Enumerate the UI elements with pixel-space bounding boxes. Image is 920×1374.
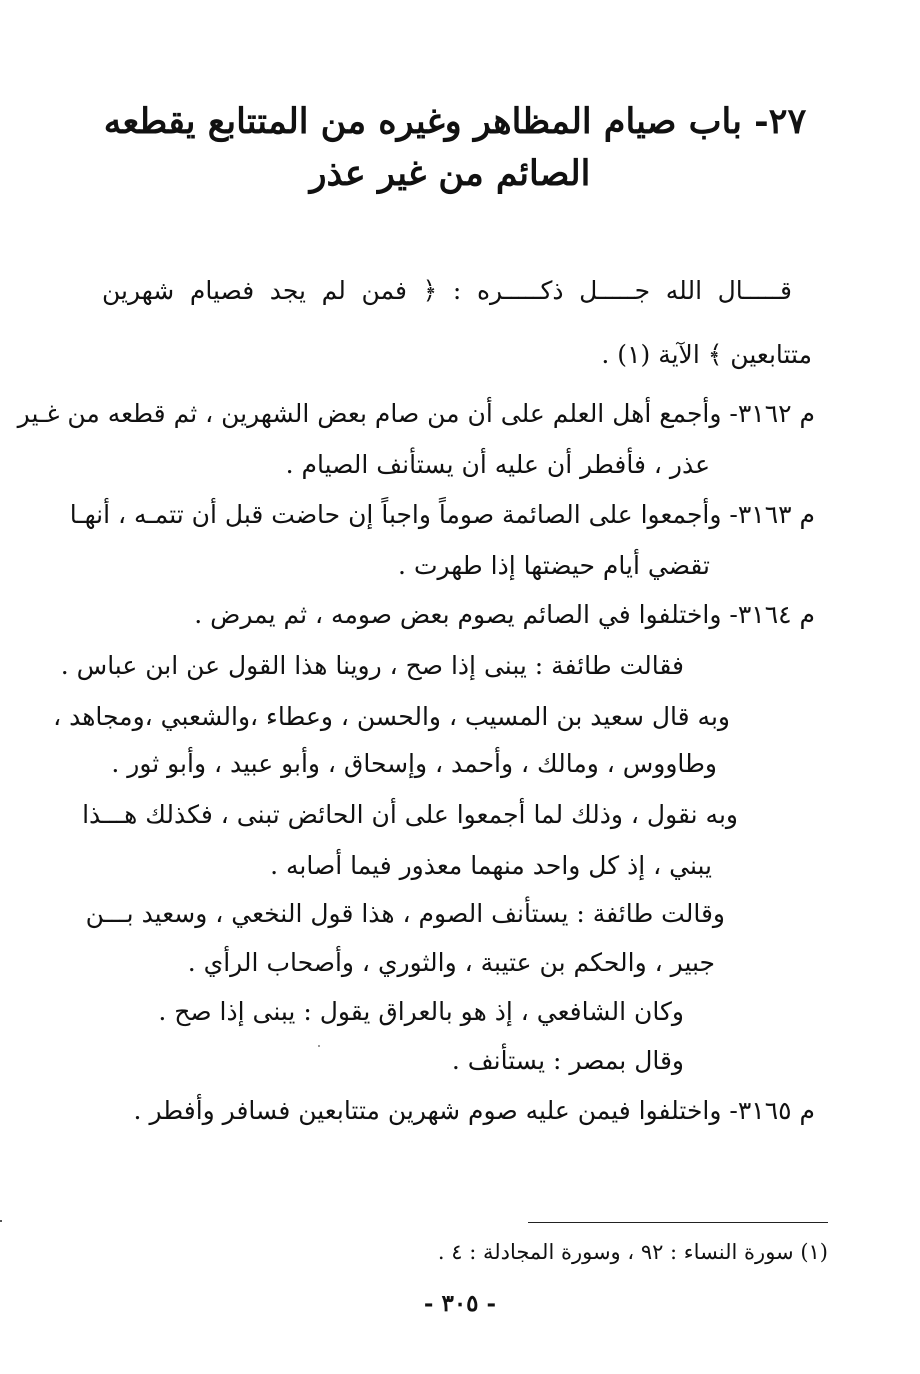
ink-speck [318,1045,320,1047]
page-number: - ٣٠٥ - [423,1290,497,1317]
scan-mark [0,1220,2,1222]
issue-3164-line-1: م ٣١٦٤- واختلفوا في الصائم يصوم بعض صومه ، ثم يمرض . [194,600,815,629]
shafii-egypt-line: وقال بمصر : يستأنف . [451,1046,684,1075]
scholars-list-line-2: وطاووس ، ومالك ، وأحمد ، وإسحاق ، وأبو عبيد ، وأبو ثور . [111,749,717,778]
issue-3163-line-2: تقضي أيام حيضتها إذا طهرت . [398,551,710,580]
issue-3165-line: م ٣١٦٥- واختلفوا فيمن عليه صوم شهرين متتابعين فسافر وأفطر . [133,1096,815,1125]
issue-3162-line-2: عذر ، فأفطر أن عليه أن يستأنف الصيام . [285,450,710,479]
shafii-iraq-line: وكان الشافعي ، إذ هو بالعراق يقول : يبنى إذا صح . [158,997,684,1026]
chapter-title-line-1: ٢٧- باب صيام المظاهر وغيره من المتتابع يقطعه [103,101,807,142]
scholars-list-line-1: وبه قال سعيد بن المسيب ، والحسن ، وعطاء ،والشعبي ،ومجاهد ، [53,702,730,731]
opinion-restart-line-2: جبير ، والحكم بن عتيبة ، والثوري ، وأصحاب الرأي . [187,948,715,977]
issue-3162-line-1: م ٣١٦٢- وأجمع أهل العلم على أن من صام بعض الشهرين ، ثم قطعه من غـير [17,399,815,428]
opinion-build-line: فقالت طائفة : يبنى إذا صح ، روينا هذا القول عن ابن عباس . [60,651,684,680]
chapter-title-line-2: الصائم من غير عذر [309,153,591,194]
issue-3163-line-1: م ٣١٦٣- وأجمعوا على الصائمة صوماً واجباً إن حاضت قبل أن تتمـه ، أنهـا [69,500,815,529]
quran-quote-line-1: قـــــال الله جـــــل ذكـــــره : ﴿ فمن لم يجد فصيام شهرين [102,276,792,305]
opinion-restart-line-1: وقالت طائفة : يستأنف الصوم ، هذا قول النخعي ، وسعيد بـــن [85,899,725,928]
quran-quote-line-2: متتابعين ﴾ الآية (١) . [601,340,812,369]
footnote: (١) سورة النساء : ٩٢ ، وسورة المجادلة : ٤ . [437,1240,828,1264]
author-opinion-line-2: يبني ، إذ كل واحد منهما معذور فيما أصابه . [270,851,712,880]
footnote-separator [528,1222,828,1223]
author-opinion-line-1: وبه نقول ، وذلك لما أجمعوا على أن الحائض تبنى ، فكذلك هـــذا [82,800,738,829]
